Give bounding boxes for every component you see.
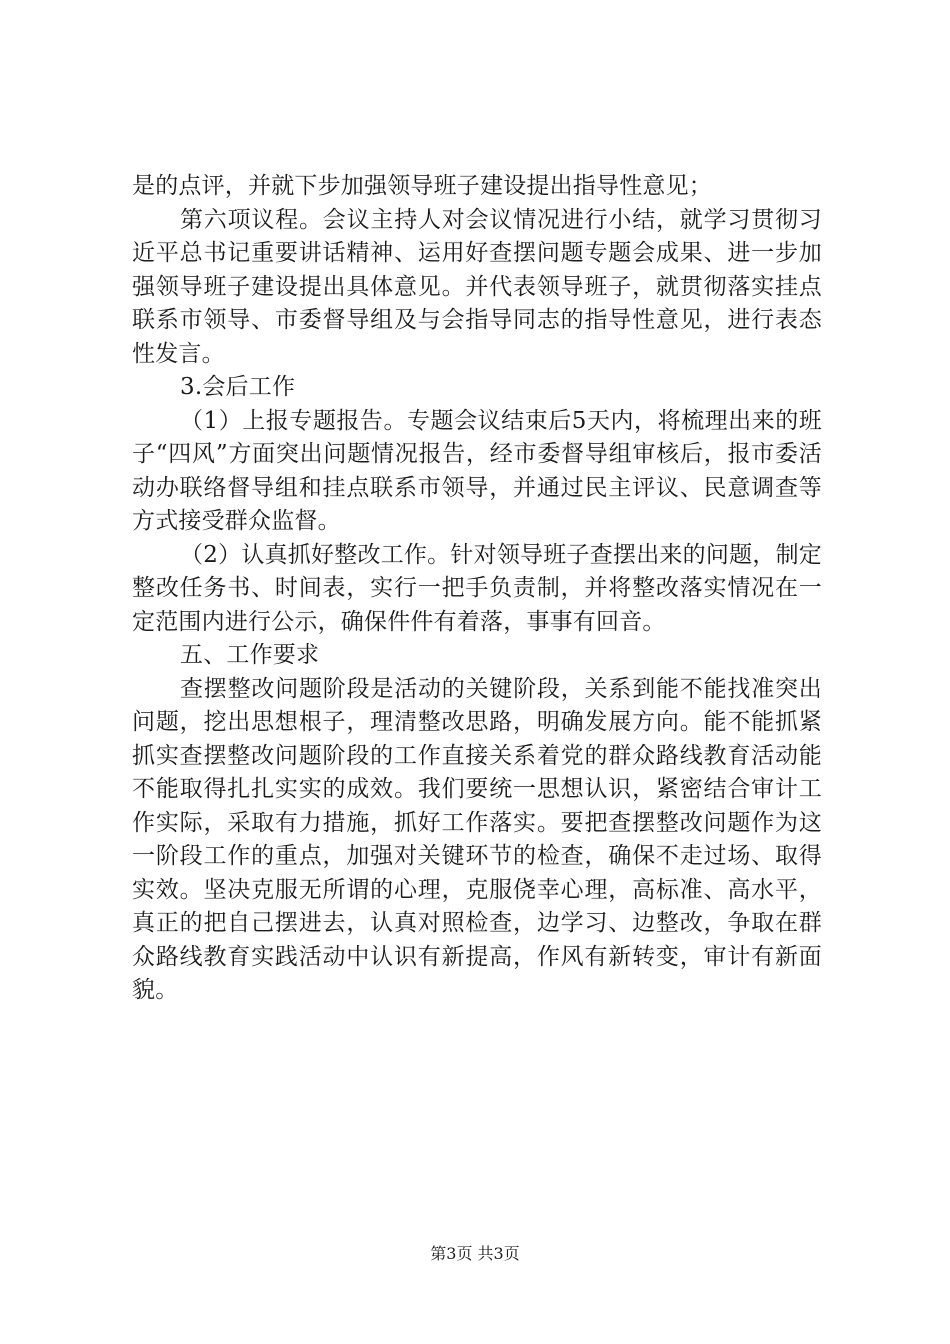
document-body [132,170,822,1008]
subheading-post-meeting-work: 3.会后工作 [180,374,296,400]
page-number-footer: 第3页 共3页 [430,1244,520,1263]
paragraph-work-requirements: 查摆整改问题阶段是活动的关键阶段，关系到能不能找准突出问题，挖出思想根子，理清整改思路，明确发展方向。能不能抓紧抓实查摆整改问题阶段的工作直接关系着党的群众路线教育活动能不能取得扎扎实实的成效。我们要统一思想认识，紧密结合审计工作实际，采取有力措施，抓好工作落实。要把查摆整改问题作为这一阶段工作的重点，加强对关键环节的检查，确保不走过场、取得实效。坚决克服无所谓的心理，克服侥幸心理，高标准、高水平，真正的把自己摆进去，认真对照检查，边学习、边整改，争取在群众路线教育实践活动中认识有新提高，作风有新转变，审计有新面貌。 [132,675,822,1003]
paragraph-continuation: 是的点评，并就下步加强领导班子建设提出指导性意见； [132,173,712,199]
paragraph-submit-report: （1）上报专题报告。专题会议结束后5天内，将梳理出来的班子“四风”方面突出问题情况报告，经市委督导组审核后，报市委活动办联络督导组和挂点联系市领导，并通过民主评议、民意调查等方式接受群众监督。 [132,407,822,534]
section-heading-work-requirements: 五、工作要求 [180,642,320,668]
paragraph-rectification-work: （2）认真抓好整改工作。针对领导班子查摆出来的问题，制定整改任务书、时间表，实行一把手负责制，并将整改落实情况在一定范围内进行公示，确保件件有着落，事事有回音。 [132,541,822,635]
paragraph-agenda-item-six: 第六项议程。会议主持人对会议情况进行小结，就学习贯彻习近平总书记重要讲话精神、运用好查摆问题专题会成果、进一步加强领导班子建设提出具体意见。并代表领导班子，就贯彻落实挂点联系市领导、市委督导组及与会指导同志的指导性意见，进行表态性发言。 [132,206,822,367]
